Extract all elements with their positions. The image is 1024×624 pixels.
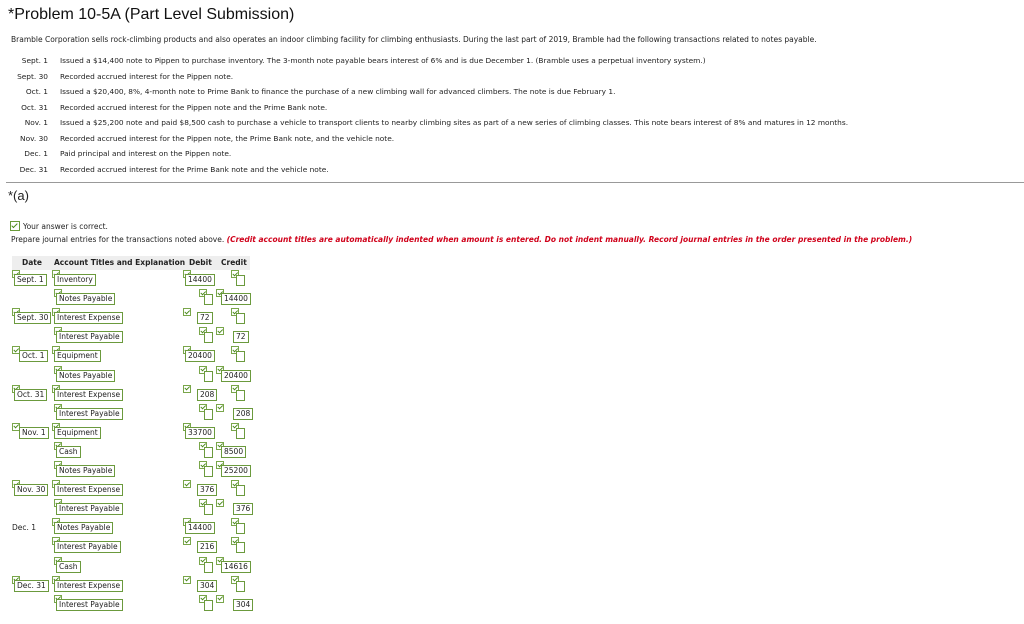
credit-input[interactable] — [236, 390, 245, 401]
transaction-date: Oct. 31 — [21, 102, 48, 112]
debit-input[interactable]: 376 — [197, 484, 217, 496]
credit-input[interactable]: 14616 — [221, 561, 251, 573]
debit-input[interactable]: 208 — [197, 389, 217, 401]
transaction-date: Sept. 30 — [17, 71, 48, 81]
transaction-row — [8, 165, 1018, 181]
journal-account-select[interactable]: Notes Payable — [54, 522, 113, 534]
transaction-date: Nov. 1 — [24, 118, 48, 127]
journal-account-select[interactable]: Interest Expense — [54, 389, 123, 401]
check-icon — [183, 385, 191, 393]
credit-input[interactable] — [236, 275, 245, 286]
journal-row — [0, 442, 300, 461]
check-icon — [216, 595, 224, 603]
journal-account-select[interactable]: Notes Payable — [56, 370, 115, 382]
credit-input[interactable]: 72 — [233, 331, 249, 343]
check-icon — [216, 327, 224, 335]
instruction-text: Prepare journal entries for the transactions noted above. — [11, 235, 225, 244]
journal-account-select[interactable]: Notes Payable — [56, 293, 115, 305]
journal-row — [0, 404, 300, 423]
header-credit: Credit — [221, 258, 247, 267]
header-date: Date — [22, 258, 42, 267]
journal-row — [0, 557, 300, 576]
journal-date-select[interactable]: Sept. 30 — [14, 312, 51, 324]
transaction-row — [8, 134, 1018, 150]
debit-input[interactable]: 33700 — [185, 427, 215, 439]
journal-account-select[interactable]: Interest Payable — [56, 331, 123, 343]
journal-row — [0, 423, 300, 442]
journal-date-select[interactable]: Oct. 31 — [14, 389, 47, 401]
check-icon — [183, 480, 191, 488]
check-icon — [10, 221, 20, 231]
debit-input[interactable]: 216 — [197, 541, 217, 553]
check-icon — [216, 499, 224, 507]
transaction-text: Paid principal and interest on the Pippen note. — [60, 149, 232, 158]
problem-intro: Bramble Corporation sells rock-climbing products and also operates an indoor climbing facility for climbing enthusiasts. During the last part of 2019, Bramble had the following transactions related to notes payable. — [11, 35, 817, 44]
credit-input[interactable]: 304 — [233, 599, 253, 611]
transaction-text: Issued a $20,400, 8%, 4-month note to Prime Bank to finance the purchase of a new climbing wall for advanced climbers. The note is due February 1. — [60, 87, 616, 96]
journal-account-select[interactable]: Equipment — [54, 350, 101, 362]
transaction-date: Nov. 30 — [20, 133, 48, 143]
journal-account-select[interactable]: Inventory — [54, 274, 96, 286]
journal-account-select[interactable]: Cash — [56, 446, 81, 458]
journal-row — [0, 518, 300, 537]
header-debit: Debit — [189, 258, 212, 267]
transaction-row — [8, 103, 1018, 119]
journal-account-select[interactable]: Interest Payable — [56, 503, 123, 515]
answer-status-text: Your answer is correct. — [23, 221, 108, 231]
page-title: *Problem 10-5A (Part Level Submission) — [8, 6, 295, 23]
journal-row — [0, 385, 300, 404]
journal-date-select[interactable]: Nov. 30 — [14, 484, 48, 496]
journal-date-select[interactable]: Nov. 1 — [19, 427, 49, 439]
check-icon — [183, 537, 191, 545]
transaction-text: Recorded accrued interest for the Prime Bank note and the vehicle note. — [60, 164, 329, 174]
journal-account-select[interactable]: Equipment — [54, 427, 101, 439]
transaction-row — [8, 149, 1018, 165]
header-account: Account Titles and Explanation — [54, 258, 186, 267]
journal-account-select[interactable]: Interest Expense — [54, 580, 123, 592]
instructions — [11, 235, 912, 244]
credit-input[interactable] — [236, 428, 245, 439]
journal-account-select[interactable]: Cash — [56, 561, 81, 573]
debit-input[interactable]: 14400 — [185, 274, 215, 286]
debit-input[interactable] — [204, 600, 213, 611]
debit-input[interactable] — [204, 562, 213, 573]
transaction-row — [8, 72, 1018, 88]
transaction-text: Issued a $25,200 note and paid $8,500 cash to purchase a vehicle to transport clients to nearby climbing sites as part of a new series of climbing classes. This note bears interest of 8% and matures in 12 months. — [60, 118, 849, 127]
credit-input[interactable] — [236, 581, 245, 592]
debit-input[interactable] — [204, 332, 213, 343]
transaction-text: Issued a $14,400 note to Pippen to purchase inventory. The 3-month note payable bears interest of 6% and is due December 1. (Bramble uses a perpetual inventory system.) — [60, 56, 706, 65]
journal-account-select[interactable]: Interest Expense — [54, 484, 123, 496]
transaction-row — [8, 118, 1018, 134]
journal-row — [0, 270, 300, 289]
instruction-note: (Credit account titles are automatically indented when amount is entered. Do not indent manually. Record journal entries in the order presented in the problem.) — [226, 235, 913, 244]
answer-status — [10, 221, 108, 231]
debit-input[interactable]: 20400 — [185, 350, 215, 362]
debit-input[interactable] — [204, 504, 213, 515]
journal-row — [0, 461, 300, 480]
debit-input[interactable] — [204, 294, 213, 305]
debit-input[interactable] — [204, 466, 213, 477]
journal-account-select[interactable]: Interest Payable — [54, 541, 121, 553]
journal-account-select[interactable]: Notes Payable — [56, 465, 115, 477]
transaction-text: Recorded accrued interest for the Pippen note, the Prime Bank note, and the vehicle note. — [60, 133, 395, 143]
journal-date-select[interactable]: Oct. 1 — [19, 350, 48, 362]
credit-input[interactable] — [236, 485, 245, 496]
transaction-date: Oct. 1 — [25, 87, 48, 96]
transaction-row — [8, 56, 1018, 72]
journal-account-select[interactable]: Interest Payable — [56, 408, 123, 420]
journal-row — [0, 480, 300, 499]
credit-input[interactable]: 14400 — [221, 293, 251, 305]
section-divider — [6, 182, 1024, 183]
credit-input[interactable] — [236, 351, 245, 362]
journal-row — [0, 308, 300, 327]
credit-input[interactable]: 20400 — [221, 370, 251, 382]
check-icon — [183, 308, 191, 316]
check-icon — [183, 576, 191, 584]
journal-row — [0, 346, 300, 365]
journal-date-select[interactable]: Sept. 1 — [14, 274, 47, 286]
transaction-row — [8, 87, 1018, 103]
credit-input[interactable] — [236, 542, 245, 553]
part-label: *(a) — [8, 188, 29, 203]
credit-input[interactable]: 8500 — [221, 446, 246, 458]
check-icon — [216, 404, 224, 412]
journal-row — [0, 537, 300, 556]
journal-date: Dec. 1 — [12, 523, 37, 533]
journal-account-select[interactable]: Interest Expense — [54, 312, 123, 324]
journal-row — [0, 327, 300, 346]
debit-input[interactable]: 304 — [197, 580, 217, 592]
debit-input[interactable] — [204, 409, 213, 420]
transaction-date: Dec. 31 — [19, 164, 48, 174]
journal-row — [0, 576, 300, 595]
transaction-date: Dec. 1 — [24, 149, 48, 158]
journal-row — [0, 595, 300, 614]
credit-input[interactable] — [236, 523, 245, 534]
journal-row — [0, 289, 300, 308]
debit-input[interactable]: 14400 — [185, 522, 215, 534]
credit-input[interactable]: 25200 — [221, 465, 251, 477]
credit-input[interactable]: 376 — [233, 503, 253, 515]
credit-input[interactable] — [236, 313, 245, 324]
transactions-list — [8, 56, 1018, 180]
transaction-text: Recorded accrued interest for the Pippen note and the Prime Bank note. — [60, 102, 328, 112]
debit-input[interactable] — [204, 447, 213, 458]
credit-input[interactable]: 208 — [233, 408, 253, 420]
transaction-text: Recorded accrued interest for the Pippen note. — [60, 71, 234, 81]
journal-header — [12, 256, 250, 270]
debit-input[interactable]: 72 — [197, 312, 213, 324]
journal-date-select[interactable]: Dec. 31 — [14, 580, 49, 592]
journal-row — [0, 366, 300, 385]
journal-account-select[interactable]: Interest Payable — [56, 599, 123, 611]
debit-input[interactable] — [204, 371, 213, 382]
journal-row — [0, 499, 300, 518]
transaction-date: Sept. 1 — [21, 56, 48, 65]
